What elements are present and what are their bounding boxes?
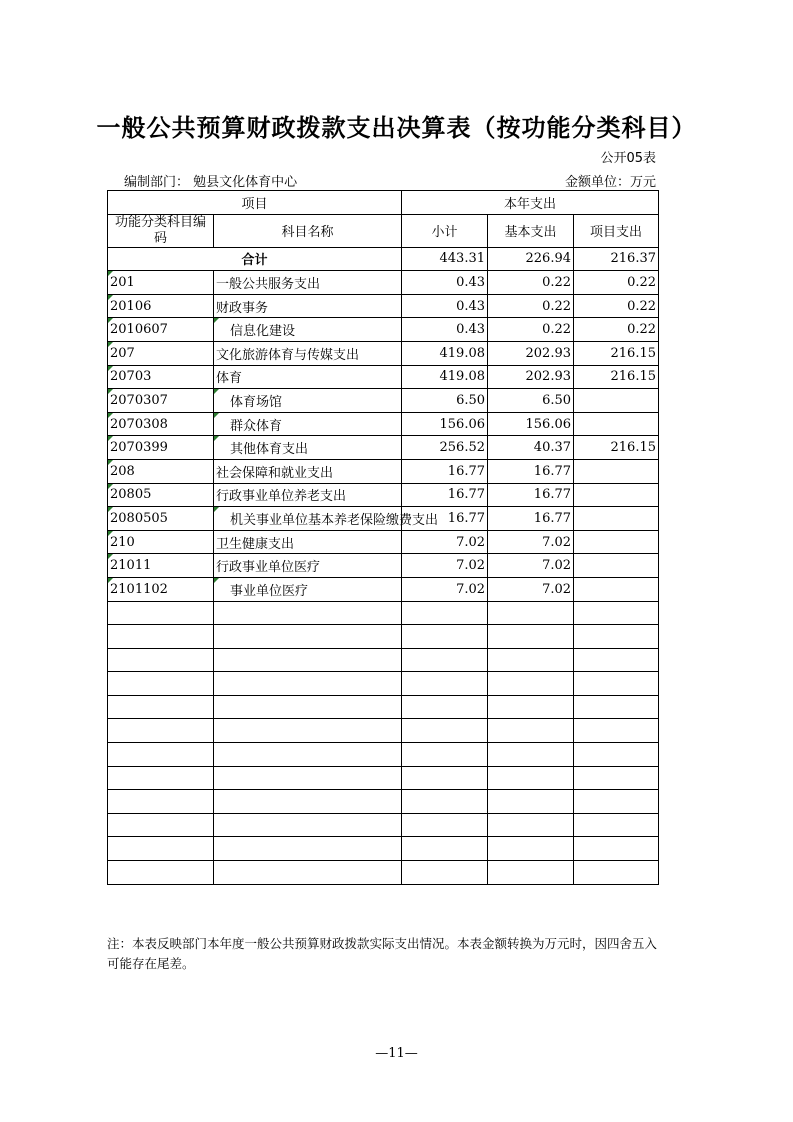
page-number: —11— bbox=[375, 1046, 418, 1061]
row-project bbox=[574, 341, 659, 365]
header-item: 项目 bbox=[108, 191, 402, 215]
empty-cell bbox=[488, 813, 574, 837]
row-name-text: 行政事业单位医疗 bbox=[216, 560, 321, 576]
page-title: 一般公共预算财政拨款支出决算表（按功能分类科目） bbox=[96, 114, 697, 142]
row-project bbox=[574, 271, 659, 295]
empty-cell bbox=[488, 672, 574, 696]
empty-cell bbox=[402, 695, 488, 719]
form-number: 公开05表 bbox=[600, 151, 656, 166]
empty-cell bbox=[214, 625, 402, 649]
empty-cell bbox=[574, 672, 659, 696]
row-code bbox=[108, 294, 214, 318]
cell-marker-icon bbox=[108, 413, 113, 418]
row-project bbox=[574, 483, 659, 507]
row-code bbox=[108, 271, 214, 295]
table-row bbox=[108, 459, 659, 483]
empty-row bbox=[108, 625, 659, 649]
header-name: 科目名称 bbox=[214, 214, 402, 247]
empty-cell bbox=[488, 719, 574, 743]
empty-cell bbox=[214, 695, 402, 719]
row-subtotal-text: 419.08 bbox=[439, 345, 486, 361]
row-name-text: 一般公共服务支出 bbox=[216, 276, 321, 292]
table-row bbox=[108, 365, 659, 389]
empty-cell bbox=[214, 861, 402, 885]
row-subtotal bbox=[402, 436, 488, 460]
row-project bbox=[574, 507, 659, 531]
empty-row bbox=[108, 672, 659, 696]
row-name bbox=[214, 459, 402, 483]
table-row bbox=[108, 341, 659, 365]
row-basic-text: 40.37 bbox=[533, 440, 572, 456]
row-subtotal-text: 7.02 bbox=[456, 581, 486, 597]
empty-cell bbox=[108, 743, 214, 767]
empty-cell bbox=[108, 601, 214, 625]
row-name-text: 卫生健康支出 bbox=[216, 536, 295, 552]
total-row bbox=[108, 247, 659, 271]
cell-marker-icon bbox=[108, 318, 113, 323]
empty-cell bbox=[488, 837, 574, 861]
unit-label: 金额单位：万元 bbox=[564, 175, 656, 190]
empty-cell bbox=[574, 766, 659, 790]
row-basic-text: 156.06 bbox=[525, 416, 572, 432]
row-basic-text: 16.77 bbox=[533, 510, 572, 526]
row-subtotal bbox=[402, 459, 488, 483]
empty-cell bbox=[402, 766, 488, 790]
row-code bbox=[108, 554, 214, 578]
row-name bbox=[214, 318, 402, 342]
row-basic bbox=[488, 294, 574, 318]
empty-cell bbox=[402, 837, 488, 861]
empty-row bbox=[108, 861, 659, 885]
empty-cell bbox=[108, 861, 214, 885]
row-subtotal-text: 0.43 bbox=[456, 298, 486, 314]
table-row bbox=[108, 294, 659, 318]
row-project bbox=[574, 318, 659, 342]
empty-cell bbox=[574, 601, 659, 625]
row-name bbox=[214, 436, 402, 460]
empty-cell bbox=[108, 837, 214, 861]
total-basic: 226.94 bbox=[488, 247, 574, 271]
row-project bbox=[574, 436, 659, 460]
row-name-text: 文化旅游体育与传媒支出 bbox=[216, 347, 360, 363]
empty-cell bbox=[108, 648, 214, 672]
row-code-text: 2080505 bbox=[110, 510, 168, 526]
row-basic bbox=[488, 577, 574, 601]
empty-cell bbox=[108, 625, 214, 649]
empty-cell bbox=[214, 601, 402, 625]
empty-cell bbox=[108, 719, 214, 743]
empty-cell bbox=[402, 790, 488, 814]
row-basic bbox=[488, 436, 574, 460]
row-basic-text: 7.02 bbox=[542, 581, 572, 597]
expenditure-table bbox=[107, 190, 659, 885]
row-project bbox=[574, 459, 659, 483]
row-code bbox=[108, 577, 214, 601]
row-name bbox=[214, 507, 439, 531]
header-code: 功能分类科目编码 bbox=[108, 214, 214, 247]
empty-cell bbox=[214, 719, 402, 743]
table-header-row-1 bbox=[108, 191, 659, 215]
empty-cell bbox=[108, 813, 214, 837]
table-row bbox=[108, 577, 659, 601]
row-name-text: 信息化建设 bbox=[230, 324, 296, 340]
table-row bbox=[108, 507, 659, 531]
empty-row bbox=[108, 743, 659, 767]
cell-marker-icon bbox=[214, 318, 219, 323]
row-project-text: 0.22 bbox=[627, 274, 657, 290]
row-subtotal-text: 0.43 bbox=[456, 322, 486, 338]
row-basic bbox=[488, 530, 574, 554]
empty-cell bbox=[488, 601, 574, 625]
row-basic bbox=[488, 507, 574, 531]
row-basic bbox=[488, 271, 574, 295]
row-code-text: 2070307 bbox=[110, 392, 168, 408]
cell-marker-icon bbox=[108, 578, 113, 583]
table-row bbox=[108, 483, 659, 507]
row-code-text: 2070399 bbox=[110, 440, 168, 456]
row-name-text: 事业单位医疗 bbox=[230, 583, 309, 599]
cell-marker-icon bbox=[108, 460, 113, 465]
row-subtotal-text: 156.06 bbox=[439, 416, 486, 432]
empty-row bbox=[108, 601, 659, 625]
row-subtotal bbox=[402, 554, 488, 578]
row-code bbox=[108, 459, 214, 483]
empty-cell bbox=[574, 648, 659, 672]
row-project-text: 216.15 bbox=[610, 345, 657, 361]
row-code bbox=[108, 530, 214, 554]
row-project-text: 216.15 bbox=[610, 440, 657, 456]
empty-cell bbox=[574, 813, 659, 837]
empty-row bbox=[108, 719, 659, 743]
row-name bbox=[214, 554, 402, 578]
row-name-text: 机关事业单位基本养老保险缴费支出 bbox=[230, 512, 439, 528]
row-project bbox=[574, 554, 659, 578]
row-basic-text: 0.22 bbox=[542, 298, 572, 314]
row-project bbox=[574, 294, 659, 318]
table-row bbox=[108, 318, 659, 342]
row-name-text: 体育场馆 bbox=[230, 394, 283, 410]
row-subtotal bbox=[402, 294, 488, 318]
empty-cell bbox=[574, 837, 659, 861]
total-project: 216.37 bbox=[574, 247, 659, 271]
table-row bbox=[108, 389, 659, 413]
row-subtotal-text: 6.50 bbox=[456, 392, 486, 408]
row-project bbox=[574, 577, 659, 601]
row-basic bbox=[488, 554, 574, 578]
empty-row bbox=[108, 837, 659, 861]
row-project bbox=[574, 530, 659, 554]
empty-cell bbox=[214, 766, 402, 790]
empty-cell bbox=[214, 672, 402, 696]
table-row bbox=[108, 271, 659, 295]
row-subtotal bbox=[402, 389, 488, 413]
total-label: 合计 bbox=[108, 247, 402, 271]
row-name bbox=[214, 412, 402, 436]
cell-marker-icon bbox=[108, 531, 113, 536]
empty-cell bbox=[108, 790, 214, 814]
row-code bbox=[108, 436, 214, 460]
cell-marker-icon bbox=[108, 436, 113, 441]
row-subtotal bbox=[402, 483, 488, 507]
row-subtotal bbox=[402, 577, 488, 601]
empty-cell bbox=[574, 743, 659, 767]
row-subtotal-text: 7.02 bbox=[456, 534, 486, 550]
row-subtotal bbox=[402, 271, 488, 295]
row-basic bbox=[488, 412, 574, 436]
empty-cell bbox=[108, 695, 214, 719]
row-code-text: 201 bbox=[110, 274, 135, 290]
row-basic-text: 7.02 bbox=[542, 534, 572, 550]
header-year-expenditure: 本年支出 bbox=[402, 191, 659, 215]
row-basic-text: 202.93 bbox=[525, 369, 572, 385]
empty-cell bbox=[488, 743, 574, 767]
table-row bbox=[108, 530, 659, 554]
row-subtotal bbox=[402, 318, 488, 342]
cell-marker-icon bbox=[108, 554, 113, 559]
row-name bbox=[214, 483, 402, 507]
row-code bbox=[108, 507, 214, 531]
row-basic-text: 16.77 bbox=[533, 487, 572, 503]
empty-row bbox=[108, 790, 659, 814]
row-subtotal-text: 16.77 bbox=[447, 463, 486, 479]
row-code bbox=[108, 318, 214, 342]
total-subtotal: 443.31 bbox=[402, 247, 488, 271]
empty-cell bbox=[574, 695, 659, 719]
row-code bbox=[108, 365, 214, 389]
row-code bbox=[108, 341, 214, 365]
empty-row bbox=[108, 648, 659, 672]
cell-marker-icon bbox=[214, 436, 219, 441]
header-subtotal: 小计 bbox=[402, 214, 488, 247]
row-subtotal-text: 16.77 bbox=[447, 510, 486, 526]
row-basic-text: 202.93 bbox=[525, 345, 572, 361]
row-basic-text: 6.50 bbox=[542, 392, 572, 408]
cell-marker-icon bbox=[108, 342, 113, 347]
header-project: 项目支出 bbox=[574, 214, 659, 247]
empty-cell bbox=[488, 695, 574, 719]
empty-cell bbox=[214, 790, 402, 814]
row-name bbox=[214, 577, 402, 601]
row-code-text: 2010607 bbox=[110, 322, 168, 338]
row-name-text: 其他体育支出 bbox=[230, 442, 309, 458]
cell-marker-icon bbox=[214, 578, 219, 583]
empty-cell bbox=[574, 719, 659, 743]
row-subtotal-text: 419.08 bbox=[439, 369, 486, 385]
cell-marker-icon bbox=[214, 389, 219, 394]
row-project bbox=[574, 412, 659, 436]
empty-cell bbox=[402, 625, 488, 649]
cell-marker-icon bbox=[214, 413, 219, 418]
header-basic: 基本支出 bbox=[488, 214, 574, 247]
table-header-row-2 bbox=[108, 214, 659, 247]
row-code-text: 2101102 bbox=[110, 581, 168, 597]
row-basic bbox=[488, 483, 574, 507]
empty-cell bbox=[402, 743, 488, 767]
empty-cell bbox=[402, 719, 488, 743]
row-subtotal bbox=[402, 365, 488, 389]
row-subtotal bbox=[402, 341, 488, 365]
row-name-text: 体育 bbox=[216, 371, 243, 387]
row-basic bbox=[488, 341, 574, 365]
row-project-text: 0.22 bbox=[627, 298, 657, 314]
empty-cell bbox=[214, 837, 402, 861]
cell-marker-icon bbox=[108, 507, 113, 512]
row-name bbox=[214, 365, 402, 389]
empty-cell bbox=[402, 813, 488, 837]
row-project-text: 216.15 bbox=[610, 369, 657, 385]
row-code-text: 207 bbox=[110, 345, 135, 361]
row-name-text: 群众体育 bbox=[230, 418, 283, 434]
empty-cell bbox=[108, 672, 214, 696]
empty-cell bbox=[488, 625, 574, 649]
empty-cell bbox=[574, 861, 659, 885]
row-code-text: 20703 bbox=[110, 369, 152, 385]
empty-cell bbox=[488, 648, 574, 672]
row-code bbox=[108, 412, 214, 436]
row-basic-text: 16.77 bbox=[533, 463, 572, 479]
row-code-text: 208 bbox=[110, 463, 135, 479]
row-name bbox=[214, 530, 402, 554]
cell-marker-icon bbox=[108, 484, 113, 489]
row-name-text: 财政事务 bbox=[216, 300, 269, 316]
cell-marker-icon bbox=[108, 389, 113, 394]
cell-marker-icon bbox=[108, 271, 113, 276]
empty-row bbox=[108, 813, 659, 837]
table-row bbox=[108, 412, 659, 436]
row-basic-text: 0.22 bbox=[542, 322, 572, 338]
row-code bbox=[108, 483, 214, 507]
row-name bbox=[214, 271, 402, 295]
empty-cell bbox=[488, 790, 574, 814]
cell-marker-icon bbox=[108, 366, 113, 371]
cell-marker-icon bbox=[108, 295, 113, 300]
empty-cell bbox=[214, 648, 402, 672]
empty-cell bbox=[402, 601, 488, 625]
row-code-text: 210 bbox=[110, 534, 135, 550]
table-row bbox=[108, 554, 659, 578]
footnote: 注：本表反映部门本年度一般公共预算财政拨款实际支出情况。本表金额转换为万元时，因四舍五入可能存在尾差。 bbox=[107, 936, 658, 971]
empty-row bbox=[108, 766, 659, 790]
row-name bbox=[214, 341, 402, 365]
row-subtotal-text: 7.02 bbox=[456, 558, 486, 574]
row-subtotal bbox=[402, 530, 488, 554]
empty-cell bbox=[574, 625, 659, 649]
empty-row bbox=[108, 695, 659, 719]
row-subtotal bbox=[402, 412, 488, 436]
row-code-text: 20106 bbox=[110, 298, 152, 314]
row-subtotal-text: 16.77 bbox=[447, 487, 486, 503]
row-basic-text: 0.22 bbox=[542, 274, 572, 290]
empty-cell bbox=[488, 861, 574, 885]
row-code-text: 21011 bbox=[110, 558, 152, 574]
empty-cell bbox=[574, 790, 659, 814]
row-name bbox=[214, 294, 402, 318]
row-basic bbox=[488, 459, 574, 483]
table-row bbox=[108, 436, 659, 460]
row-name bbox=[214, 389, 402, 413]
row-basic-text: 7.02 bbox=[542, 558, 572, 574]
row-code-text: 2070308 bbox=[110, 416, 168, 432]
empty-cell bbox=[214, 743, 402, 767]
row-project bbox=[574, 389, 659, 413]
row-name-text: 社会保障和就业支出 bbox=[216, 465, 334, 481]
row-project bbox=[574, 365, 659, 389]
empty-cell bbox=[402, 861, 488, 885]
row-subtotal-text: 256.52 bbox=[439, 440, 486, 456]
row-basic bbox=[488, 365, 574, 389]
empty-cell bbox=[402, 648, 488, 672]
row-basic bbox=[488, 318, 574, 342]
empty-cell bbox=[488, 766, 574, 790]
row-code-text: 20805 bbox=[110, 487, 152, 503]
row-name-text: 行政事业单位养老支出 bbox=[216, 489, 347, 505]
row-subtotal-text: 0.43 bbox=[456, 274, 486, 290]
empty-cell bbox=[402, 672, 488, 696]
row-code bbox=[108, 389, 214, 413]
row-basic bbox=[488, 389, 574, 413]
row-project-text: 0.22 bbox=[627, 322, 657, 338]
cell-marker-icon bbox=[214, 507, 219, 512]
empty-cell bbox=[214, 813, 402, 837]
org-label: 编制部门： 勉县文化体育中心 bbox=[124, 175, 298, 190]
empty-cell bbox=[108, 766, 214, 790]
